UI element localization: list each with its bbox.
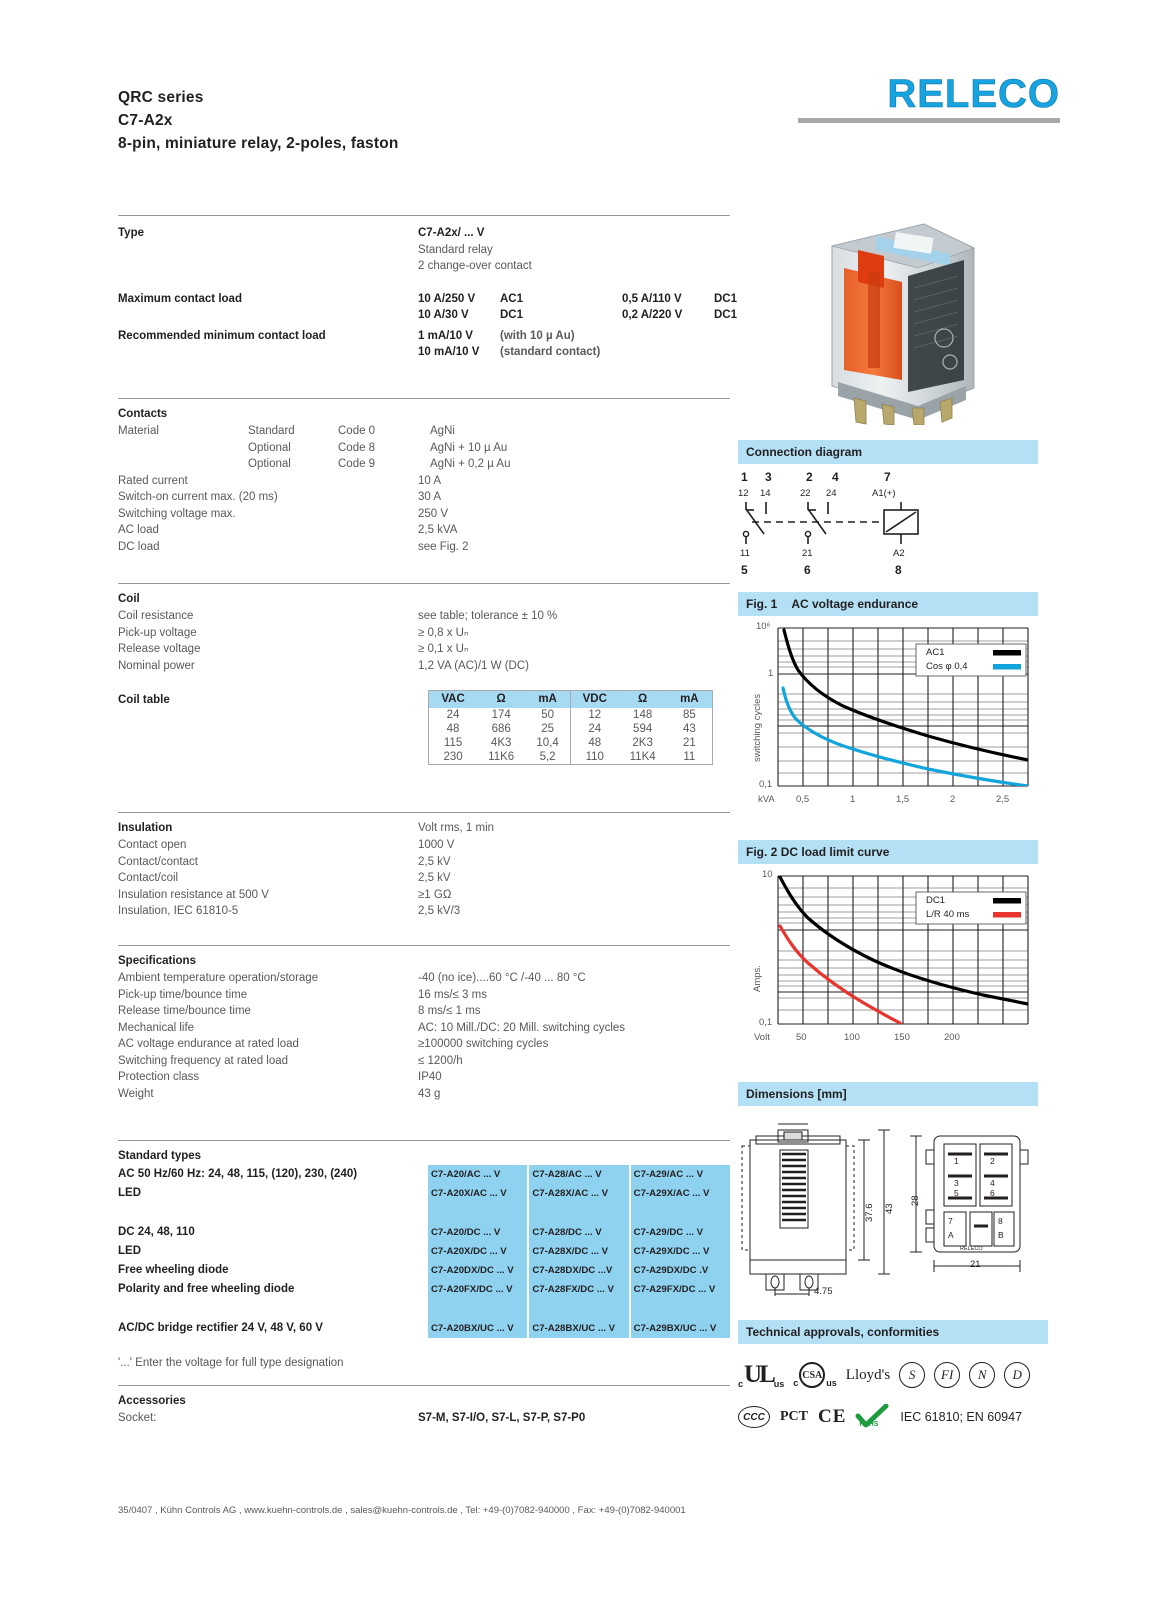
fig2-panel bbox=[738, 840, 1038, 1064]
d-mark-icon: D bbox=[1004, 1362, 1030, 1388]
terminal-a2: A2 bbox=[893, 548, 905, 559]
row-label: Contact/contact bbox=[118, 855, 198, 868]
row-value: see table; tolerance ± 10 % bbox=[418, 610, 558, 622]
type-code: C7-A28/AC ... V bbox=[532, 1169, 602, 1180]
svg-text:B: B bbox=[998, 1230, 1004, 1240]
fig2-title-num: Fig. 2 bbox=[746, 845, 778, 859]
cell: 148 bbox=[633, 709, 653, 721]
type-value-2: Standard relay bbox=[418, 243, 493, 256]
accessories-block bbox=[118, 1385, 730, 1427]
n-mark-icon: N bbox=[969, 1362, 995, 1388]
cell: 11K6 bbox=[488, 751, 515, 763]
cell: 85 bbox=[682, 709, 696, 721]
row-label: Release time/bounce time bbox=[118, 1005, 251, 1017]
standard-types-title: Standard types bbox=[118, 1150, 202, 1162]
fig1-ytick-01: 0,1 bbox=[759, 779, 773, 790]
svg-text:4: 4 bbox=[990, 1178, 995, 1188]
row-label: Coil resistance bbox=[118, 610, 194, 622]
insulation-title: Insulation bbox=[118, 822, 173, 834]
svg-text:8: 8 bbox=[998, 1216, 1003, 1226]
types-label: Polarity and free wheeling diode bbox=[118, 1283, 295, 1296]
type-code-spacer bbox=[428, 1203, 527, 1222]
row-value: 16 ms/≤ 3 ms bbox=[418, 988, 487, 1001]
connection-diagram-graphic bbox=[738, 464, 1038, 577]
row-value: 43 g bbox=[418, 1087, 441, 1100]
type-block bbox=[118, 215, 738, 361]
max-load-1a: 10 A/250 V bbox=[418, 292, 476, 305]
standard-types-block bbox=[118, 1140, 730, 1369]
fig1-xtick: 1,5 bbox=[896, 794, 910, 805]
row-value: -40 (no ice)....60 °C /-40 ... 80 °C bbox=[418, 972, 586, 984]
fig1-xtick: 2 bbox=[950, 794, 956, 805]
max-contact-load-label: Maximum contact load bbox=[118, 292, 242, 305]
row-value: 1,2 VA (AC)/1 W (DC) bbox=[418, 659, 529, 672]
cell: 110 bbox=[570, 750, 618, 764]
col-ma-dc: mA bbox=[667, 691, 712, 708]
fig1-legend-cos: Cos φ 0,4 bbox=[926, 661, 968, 672]
fig2-chart bbox=[738, 864, 1038, 1064]
row-label: Mechanical life bbox=[118, 1021, 195, 1034]
type-code: C7-A28FX/DC ... V bbox=[532, 1284, 614, 1296]
max-load-2c: 0,2 A/220 V bbox=[622, 309, 683, 321]
coil-row bbox=[118, 625, 730, 642]
page-footer: 35/0407 , Kühn Controls AG , www.kuehn-controls.de , sales@kuehn-controls.de , Tel: +49-(0)7082-940000 , Fax: +49-(0)7082-940001 bbox=[118, 1505, 686, 1516]
coil-row bbox=[118, 658, 730, 675]
csa-icon: c CSA us bbox=[793, 1362, 837, 1388]
row-value: 2,5 kV/3 bbox=[418, 905, 461, 917]
row-label: Switch-on current max. (20 ms) bbox=[118, 491, 278, 503]
type-code: C7-A20/DC ... V bbox=[431, 1226, 501, 1238]
type-code: C7-A29X/AC ... V bbox=[633, 1188, 710, 1200]
connection-diagram-panel bbox=[738, 440, 1038, 577]
svg-text:2: 2 bbox=[990, 1156, 995, 1166]
row-label: Protection class bbox=[118, 1071, 200, 1083]
pin-2: 2 bbox=[806, 470, 813, 484]
row-label: Rated current bbox=[118, 474, 188, 487]
fig2-legend-dc1: DC1 bbox=[926, 895, 946, 906]
row-label: Pick-up time/bounce time bbox=[118, 988, 248, 1001]
type-value-3: 2 change-over contact bbox=[418, 260, 532, 272]
rohs-icon: RoHS bbox=[855, 1404, 891, 1430]
type-code-spacer bbox=[631, 1299, 730, 1318]
row-label: DC load bbox=[118, 540, 160, 553]
spec-row bbox=[118, 1036, 730, 1053]
max-load-line-1 bbox=[418, 291, 754, 308]
ce-icon: CE bbox=[818, 1406, 847, 1427]
type-code: C7-A29/DC ... V bbox=[633, 1226, 703, 1238]
pin-1: 1 bbox=[741, 470, 748, 484]
spec-row bbox=[118, 1069, 730, 1086]
pin-4: 4 bbox=[832, 470, 839, 484]
spec-row bbox=[118, 970, 730, 987]
dimensions-title: Dimensions [mm] bbox=[738, 1082, 1038, 1106]
contacts-row bbox=[118, 539, 730, 556]
row-value: 8 ms/≤ 1 ms bbox=[418, 1005, 481, 1017]
coil-table-header-row bbox=[429, 691, 712, 708]
fig1-xlabel: kVA bbox=[758, 794, 775, 805]
row-label: Ambient temperature operation/storage bbox=[118, 972, 319, 984]
fig1-title-num: Fig. 1 bbox=[746, 597, 778, 611]
insulation-block bbox=[118, 812, 730, 920]
fig1-ytick-1e6: 10⁶ bbox=[756, 621, 771, 632]
type-code: C7-A20/AC ... V bbox=[431, 1169, 501, 1180]
row-label: Nominal power bbox=[118, 659, 195, 672]
type-label: Type bbox=[118, 227, 144, 239]
type-code: C7-A28BX/UC ... V bbox=[532, 1322, 615, 1334]
contacts-row bbox=[118, 489, 730, 506]
cell: 50 bbox=[541, 709, 554, 721]
pin-7: 7 bbox=[884, 470, 891, 484]
title-series: QRC series bbox=[118, 89, 204, 106]
fig2-xtick: 50 bbox=[796, 1032, 807, 1043]
type-code: C7-A28DX/DC ...V bbox=[532, 1265, 613, 1277]
fig1-xtick: 1 bbox=[850, 794, 856, 805]
type-code: C7-A29X/DC ... V bbox=[633, 1245, 710, 1257]
type-code: C7-A29DX/DC .V bbox=[633, 1265, 709, 1277]
socket-label: Socket: bbox=[118, 1412, 157, 1424]
max-load-1b: AC1 bbox=[500, 292, 524, 305]
max-load-1d: DC1 bbox=[714, 292, 738, 305]
material-value: AgNi bbox=[430, 425, 455, 437]
row-value: 10 A bbox=[418, 474, 442, 487]
cell: 24 bbox=[446, 709, 460, 721]
contacts-title: Contacts bbox=[118, 408, 168, 420]
fig2-xtick: 150 bbox=[894, 1032, 910, 1043]
min-load-2a: 10 mA/10 V bbox=[418, 346, 480, 358]
terminal-24: 24 bbox=[826, 488, 837, 499]
type-value: C7-A2x/ ... V bbox=[418, 227, 485, 239]
terminal-a1: A1(+) bbox=[872, 488, 896, 499]
insulation-row bbox=[118, 887, 730, 904]
type-code-spacer bbox=[428, 1299, 527, 1318]
approvals-title: Technical approvals, conformities bbox=[738, 1320, 1048, 1344]
datasheet-page bbox=[118, 0, 1058, 1600]
material-label: Material bbox=[118, 425, 159, 437]
cell: 11 bbox=[683, 751, 696, 763]
spec-row bbox=[118, 1020, 730, 1037]
row-value: ≥100000 switching cycles bbox=[418, 1038, 549, 1050]
max-load-2d: DC1 bbox=[714, 309, 738, 321]
coil-table bbox=[428, 690, 713, 765]
dim-28: 28 bbox=[910, 1195, 921, 1206]
row-label: Contact open bbox=[118, 839, 187, 851]
min-contact-load-row bbox=[118, 328, 730, 361]
terminal-12: 12 bbox=[738, 488, 749, 499]
max-contact-load-row bbox=[118, 291, 738, 324]
material-kind: Optional bbox=[248, 441, 291, 454]
min-load-1n: (with 10 µ Au) bbox=[500, 329, 575, 342]
relay-product-photo bbox=[798, 210, 998, 425]
svg-text:A: A bbox=[948, 1230, 954, 1240]
fig1-chart bbox=[738, 616, 1038, 826]
type-code: C7-A28/DC ... V bbox=[532, 1226, 602, 1238]
type-code: C7-A29FX/DC ... V bbox=[633, 1284, 716, 1296]
row-label: Insulation resistance at 500 V bbox=[118, 888, 269, 901]
cell: 10,4 bbox=[536, 737, 559, 749]
material-code: Code 0 bbox=[338, 425, 376, 437]
approvals-logos bbox=[738, 1344, 1048, 1438]
type-code: C7-A20X/AC ... V bbox=[431, 1188, 507, 1200]
svg-text:RELECO: RELECO bbox=[960, 1246, 983, 1252]
dim-4-75: 4.75 bbox=[814, 1286, 833, 1297]
table-row bbox=[429, 722, 712, 736]
fig1-title-text: AC voltage endurance bbox=[791, 597, 919, 611]
fig1-legend-ac1: AC1 bbox=[926, 647, 945, 658]
cell: 24 bbox=[570, 722, 618, 736]
row-label: Contact/coil bbox=[118, 872, 179, 884]
type-code-spacer bbox=[631, 1203, 730, 1222]
material-kind: Optional bbox=[248, 458, 291, 470]
cell: 4K3 bbox=[490, 737, 512, 749]
svg-text:6: 6 bbox=[990, 1188, 995, 1198]
type-code: C7-A20BX/UC ... V bbox=[431, 1322, 514, 1334]
material-kind: Standard bbox=[248, 425, 295, 437]
fig2-legend-lr: L/R 40 ms bbox=[926, 909, 970, 920]
insulation-row bbox=[118, 903, 730, 920]
types-label: AC 50 Hz/60 Hz: 24, 48, 115, (120), 230, (240) bbox=[118, 1168, 358, 1180]
col-vac: VAC bbox=[429, 691, 477, 708]
row-value: 2,5 kVA bbox=[418, 524, 458, 536]
connection-diagram-title: Connection diagram bbox=[738, 440, 1038, 464]
row-value: 250 V bbox=[418, 507, 449, 520]
dimensions-graphic bbox=[738, 1106, 1038, 1296]
col-ma-ac: mA bbox=[525, 691, 570, 708]
row-value: ≤ 1200/h bbox=[418, 1054, 463, 1067]
pin-3: 3 bbox=[765, 470, 772, 484]
coil-title: Coil bbox=[118, 593, 140, 605]
contacts-material-row-1 bbox=[118, 440, 730, 457]
contacts-row bbox=[118, 522, 730, 539]
cell: 115 bbox=[443, 737, 463, 749]
col-vdc: VDC bbox=[570, 691, 618, 708]
col-ohm-ac: Ω bbox=[477, 691, 525, 708]
type-code: C7-A29BX/UC ... V bbox=[633, 1322, 717, 1334]
spec-row bbox=[118, 1003, 730, 1020]
types-label: LED bbox=[118, 1244, 141, 1257]
type-code: C7-A20FX/DC ... V bbox=[431, 1284, 513, 1296]
terminal-14: 14 bbox=[760, 488, 771, 499]
row-label: Weight bbox=[118, 1087, 154, 1100]
cell: 594 bbox=[633, 723, 653, 735]
table-row bbox=[429, 736, 712, 750]
cell: 21 bbox=[682, 737, 696, 749]
types-label: Free wheeling diode bbox=[118, 1264, 229, 1277]
table-row bbox=[429, 750, 712, 764]
accessories-socket-row bbox=[118, 1410, 730, 1427]
insulation-row bbox=[118, 837, 730, 854]
ccc-icon: CCC bbox=[738, 1406, 770, 1428]
fig1-ytick-1: 1 bbox=[768, 668, 774, 679]
fi-mark-icon: FI bbox=[934, 1362, 960, 1388]
min-contact-load-label: Recommended minimum contact load bbox=[118, 329, 326, 342]
type-code: C7-A28X/AC ... V bbox=[532, 1188, 609, 1200]
pct-icon: PCT bbox=[780, 1409, 808, 1424]
row-label: Insulation, IEC 61810-5 bbox=[118, 905, 239, 917]
max-load-2a: 10 A/30 V bbox=[418, 309, 469, 321]
types-label: DC 24, 48, 110 bbox=[118, 1225, 195, 1238]
type-code: C7-A20X/DC ... V bbox=[431, 1245, 507, 1257]
approvals-row-2 bbox=[738, 1396, 1048, 1438]
spec-row bbox=[118, 1086, 730, 1103]
contacts-block bbox=[118, 398, 730, 555]
svg-text:1: 1 bbox=[954, 1156, 959, 1166]
type-code: C7-A29/AC ... V bbox=[633, 1169, 703, 1180]
cell: 48 bbox=[446, 723, 460, 735]
table-row bbox=[429, 708, 712, 722]
fig1-ylabel: switching cycles bbox=[752, 693, 763, 762]
cell: 2K3 bbox=[632, 737, 653, 749]
row-value: ≥ 0,8 x Uₙ bbox=[418, 626, 469, 639]
fig1-panel bbox=[738, 592, 1038, 826]
cell: 686 bbox=[491, 723, 511, 735]
type-code-spacer bbox=[529, 1299, 628, 1318]
insulation-title-value: Volt rms, 1 min bbox=[418, 822, 495, 834]
coil-table-label: Coil table bbox=[118, 694, 170, 706]
pin-8: 8 bbox=[895, 563, 902, 577]
material-code: Code 8 bbox=[338, 441, 376, 454]
row-value: IP40 bbox=[418, 1071, 442, 1083]
row-label: Release voltage bbox=[118, 643, 201, 655]
contacts-row bbox=[118, 473, 730, 490]
material-value: AgNi + 0,2 µ Au bbox=[430, 458, 511, 470]
s-mark-icon: S bbox=[899, 1362, 925, 1388]
coil-block bbox=[118, 583, 730, 782]
standard-types-table bbox=[428, 1165, 730, 1338]
terminal-21: 21 bbox=[802, 548, 813, 559]
coil-row bbox=[118, 641, 730, 658]
types-column-a28 bbox=[529, 1165, 628, 1338]
pin-6: 6 bbox=[804, 563, 811, 577]
approvals-panel bbox=[738, 1320, 1048, 1438]
row-label: Switching frequency at rated load bbox=[118, 1054, 289, 1067]
min-load-1a: 1 mA/10 V bbox=[418, 329, 473, 342]
connection-schematic-svg bbox=[738, 500, 998, 580]
spec-row bbox=[118, 987, 730, 1004]
contacts-material-row-0 bbox=[118, 423, 730, 440]
ul-icon: c UL us bbox=[738, 1361, 785, 1389]
fig2-ytick-10: 10 bbox=[762, 869, 773, 880]
logo-bar bbox=[798, 118, 1060, 123]
standards-text: IEC 61810; EN 60947 bbox=[900, 1410, 1023, 1424]
insulation-title-row bbox=[118, 820, 730, 837]
fig1-xtick: 0,5 bbox=[796, 794, 810, 805]
row-value: ≥1 GΩ bbox=[418, 888, 452, 901]
lloyds-icon: Lloyd's bbox=[845, 1366, 891, 1383]
fig1-xtick: 2,5 bbox=[996, 794, 1010, 805]
cell: 174 bbox=[491, 709, 511, 721]
row-value: 1000 V bbox=[418, 839, 455, 851]
title-description: 8-pin, miniature relay, 2-poles, faston bbox=[118, 135, 399, 152]
page-title bbox=[118, 86, 399, 155]
type-code-spacer bbox=[529, 1203, 628, 1222]
types-column-a20 bbox=[428, 1165, 527, 1338]
row-value: ≥ 0,1 x Uₙ bbox=[418, 643, 469, 655]
row-value: 30 A bbox=[418, 491, 442, 503]
min-load-line-2 bbox=[418, 344, 730, 361]
fig1-title bbox=[738, 592, 1038, 616]
cell: 230 bbox=[443, 751, 463, 763]
svg-text:7: 7 bbox=[948, 1216, 953, 1226]
cell: 25 bbox=[541, 723, 554, 735]
row-value: 2,5 kV bbox=[418, 872, 451, 884]
material-code: Code 9 bbox=[338, 458, 376, 470]
dim-43: 43 bbox=[884, 1203, 895, 1214]
type-code: C7-A28X/DC ... V bbox=[532, 1245, 609, 1257]
spec-row bbox=[118, 1053, 730, 1070]
title-model: C7-A2x bbox=[118, 112, 173, 129]
dim-37-6: 37.6 bbox=[864, 1203, 875, 1222]
row-label: Switching voltage max. bbox=[118, 507, 236, 520]
specifications-title: Specifications bbox=[118, 955, 196, 967]
specifications-block bbox=[118, 945, 730, 1102]
cell: 11K4 bbox=[629, 751, 656, 763]
dim-21: 21 bbox=[970, 1259, 981, 1270]
standard-types-footnote: '...' Enter the voltage for full type designation bbox=[118, 1357, 344, 1369]
logo-text: RELECO bbox=[887, 72, 1060, 116]
pin-5: 5 bbox=[741, 563, 748, 577]
socket-value: S7-M, S7-I/O, S7-L, S7-P, S7-P0 bbox=[418, 1412, 586, 1424]
terminal-11: 11 bbox=[740, 548, 750, 559]
types-label: AC/DC bridge rectifier 24 V, 48 V, 60 V bbox=[118, 1321, 323, 1334]
cell: 43 bbox=[682, 723, 696, 735]
fig2-xlabel: Volt bbox=[754, 1032, 770, 1043]
fig2-ylabel: Amps. bbox=[752, 965, 763, 992]
cell: 5,2 bbox=[539, 751, 556, 763]
coil-row bbox=[118, 608, 730, 625]
row-label: AC load bbox=[118, 524, 159, 536]
accessories-title: Accessories bbox=[118, 1395, 186, 1407]
fig2-title-text: DC load limit curve bbox=[780, 845, 890, 859]
fig2-title bbox=[738, 840, 1038, 864]
row-label: Pick-up voltage bbox=[118, 626, 197, 639]
cell: 12 bbox=[570, 708, 618, 722]
cell: 48 bbox=[570, 736, 618, 750]
type-code: C7-A20DX/DC ... V bbox=[431, 1265, 514, 1277]
type-row bbox=[118, 225, 730, 275]
row-value: 2,5 kV bbox=[418, 855, 451, 868]
fig2-ytick-01: 0,1 bbox=[759, 1017, 773, 1028]
contacts-row bbox=[118, 506, 730, 523]
max-load-2b: DC1 bbox=[500, 309, 524, 321]
types-column-a29 bbox=[631, 1165, 730, 1338]
types-label: LED bbox=[118, 1187, 141, 1200]
insulation-row bbox=[118, 854, 730, 871]
terminal-22: 22 bbox=[800, 488, 811, 499]
row-value: see Fig. 2 bbox=[418, 540, 469, 553]
min-load-line-1 bbox=[418, 328, 730, 345]
dimensions-panel bbox=[738, 1082, 1038, 1296]
svg-text:5: 5 bbox=[954, 1188, 959, 1198]
min-load-2n: (standard contact) bbox=[500, 346, 601, 358]
max-load-line-2 bbox=[418, 307, 754, 324]
insulation-row bbox=[118, 870, 730, 887]
releco-logo bbox=[798, 74, 1060, 123]
material-value: AgNi + 10 µ Au bbox=[430, 441, 508, 454]
svg-text:3: 3 bbox=[954, 1178, 959, 1188]
approvals-row-1 bbox=[738, 1354, 1048, 1396]
row-label: AC voltage endurance at rated load bbox=[118, 1038, 299, 1050]
max-load-1c: 0,5 A/110 V bbox=[622, 292, 682, 305]
row-value: AC: 10 Mill./DC: 20 Mill. switching cycles bbox=[418, 1021, 626, 1034]
contacts-material-row-2 bbox=[118, 456, 730, 473]
fig2-xtick: 100 bbox=[844, 1032, 860, 1043]
col-ohm-dc: Ω bbox=[619, 691, 667, 708]
fig2-xtick: 200 bbox=[944, 1032, 960, 1043]
